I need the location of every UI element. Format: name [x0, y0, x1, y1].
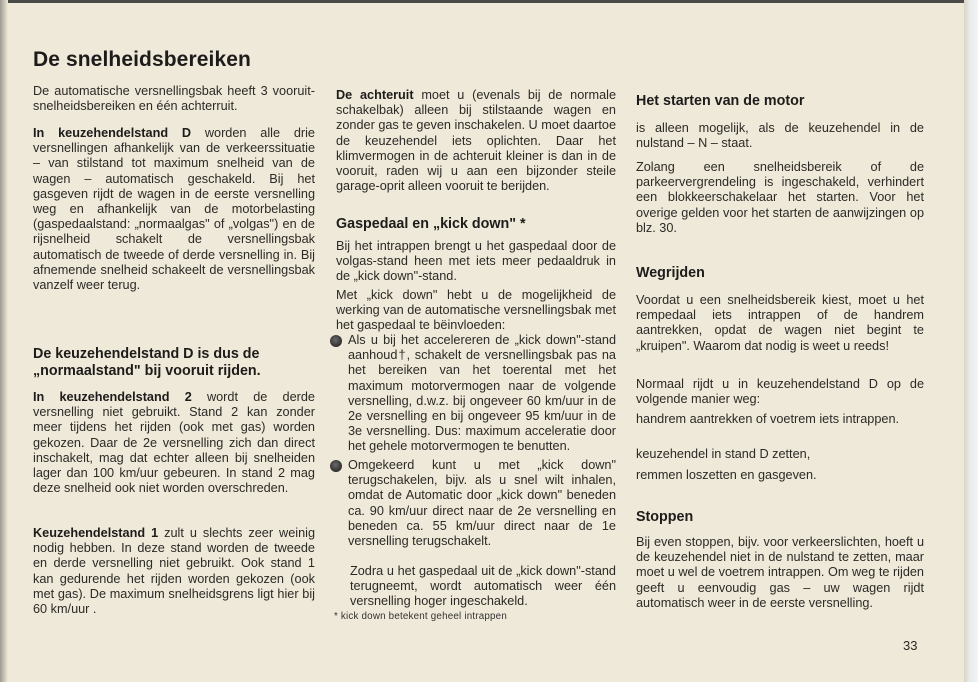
- bullet-dot-icon: [330, 460, 342, 472]
- wegrijden-step: remmen loszetten en gasgeven.: [636, 468, 817, 482]
- intro-paragraph: De automatische versnellingsbak heeft 3 vooruit-snelheidsbereiken en één achterruit.: [33, 84, 315, 114]
- heading-wegrijden: Wegrijden: [636, 265, 705, 281]
- page-edge: [964, 0, 978, 682]
- stand-1-text: zult u slechts zeer weinig nodig hebben. In deze stand worden de tweede en derde versnelling niet gebruikt. Ook stand 1 kan gedurende het rijden worden gekozen (ook met gas). De maximum snelheidsgrens ligt hier bij 60 km/uur .: [33, 526, 315, 617]
- starten-paragraph-2: Zolang een snelheidsbereik of de parkeervergrendeling is ingeschakeld, verhindert een blokkeerschakelaar het starten. Voor het overige gelden voor het starten de aanwijzingen op blz. 30.: [636, 160, 924, 235]
- kick-down-paragraph-1: Bij het intrappen brengt u het gaspedaal door de volgas-stand heen met iets meer pedaaldruk in de „kick down"-stand.: [336, 239, 616, 284]
- bullet-item: [332, 333, 616, 455]
- footnote: * kick down betekent geheel intrappen: [334, 611, 507, 622]
- kick-down-paragraph-3: Zodra u het gaspedaal uit de „kick down"-stand terugneemt, wordt automatisch weer één versnelling hoger ingeschakeld.: [350, 564, 616, 609]
- book-spine-shadow: [0, 0, 8, 682]
- stoppen-paragraph: Bij even stoppen, bijv. voor verkeerslichten, hoeft u de keuzehendel niet in de nulstand te zetten, maar moet u wel de voetrem intrappen. Om weg te rijden geeft u eenvoudig gas – uw wagen rijdt automatisch weer in de eerste versnelling.: [636, 535, 924, 610]
- stand-2-lead: In keuzehendelstand 2: [33, 390, 192, 404]
- wegrijden-step: keuzehendel in stand D zetten,: [636, 447, 811, 461]
- stand-2-text: wordt de derde versnelling niet gebruikt. Stand 2 kan zonder meer tijdens het rijden (ook met gas) worden gekozen. Daar de 2e versnelling zich dan direct inschakelt, mag dat echter alleen bij snelheiden lager dan 100 km/uur gebeuren. In stand 2 mag deze snelheid ook niet worden overschreden.: [33, 390, 315, 496]
- bullet-text: Omgekeerd kunt u met „kick down" terugschakelen, bijv. als u snel wilt inhalen, omdat de Automatic door „kick down" beneden ca. 90 km/uur direct naar de 2e versnelling en beneden ca. 55 km/uur direct naar de 1e versnelling terugschakelt.: [348, 458, 616, 549]
- stand-1-lead: Keuzehendelstand 1: [33, 526, 159, 540]
- page-title: De snelheidsbereiken: [33, 48, 251, 71]
- bullet-item: [332, 458, 616, 549]
- stand-d-paragraph: [33, 126, 315, 293]
- starten-paragraph-1: is alleen mogelijk, als de keuzehendel in de nulstand – N – staat.: [636, 121, 924, 151]
- achteruit-text: moet u (evenals bij de normale schakelbak) alleen bij stilstaande wagen en zonder gas te geven inschakelen. U moet daartoe de keuzehendel iets oplichten. Daar het klimvermogen in de achteruit kleiner is dan in de vooruit, raden wij u aan een bijzonder steile garage-oprit alleen vooruit te berijden.: [336, 88, 617, 194]
- wegrijden-paragraph-2: Normaal rijdt u in keuzehendelstand D op de volgende manier weg:: [636, 377, 924, 407]
- bullet-text: Als u bij het accelereren de „kick down"-stand aanhoud†, schakelt de versnellingsbak pas na het bereiken van het toerental met het maximum motorvermogen naar de volgende versnelling, d.w.z. bij ongeveer 60 km/uur in de 2e versnelling en bij ongeveer 95 km/uur in de 3e versnelling. Dus: maximum acceleratie door het gehele motorvermogen te benutten.: [348, 333, 616, 454]
- page-number: 33: [903, 638, 918, 653]
- heading-stoppen: Stoppen: [636, 509, 694, 525]
- wegrijden-paragraph-1: Voordat u een snelheidsbereik kiest, moet u het rempedaal iets intrappen of de handrem aantrekken, opdat de wagen niet begint te „kruipen". Waarom dat nodig is weet u reeds!: [636, 293, 924, 353]
- stand-d-lead: In keuzehendelstand D: [33, 126, 192, 140]
- bullet-dot-icon: [330, 335, 342, 347]
- stand-1-paragraph: [33, 526, 315, 617]
- wegrijden-step: handrem aantrekken of voetrem iets intrappen.: [636, 412, 900, 426]
- heading-starten: Het starten van de motor: [636, 93, 805, 109]
- kick-down-paragraph-2: Met „kick down" hebt u de mogelijkheid de werking van de automatische versnellingsbak met het gaspedaal te bëinvloeden:: [336, 288, 616, 333]
- heading-kick-down: Gaspedaal en „kick down" *: [336, 216, 526, 232]
- heading-normaalstand: De keuzehendelstand D is dus de „normaalstand" bij vooruit rijden.: [33, 346, 261, 379]
- stand-d-text: worden alle drie versnellingen afhankelijk van de verkeerssituatie – van stilstand tot maximum snelheid van de wagen – automatisch geschakeld. Bij het gasgeven rijdt de wagen in de eerste versnelling weg en afhankelijk van de motorbelasting (gaspedaalstand: „normaalgas" of „volgas") en de rijsnelheid schakelt de versnellingsbak automatisch de tweede of derde versnelling in. Bij afnemende snelheid schakeelt de versnellingsbak vanzelf weer terug.: [33, 126, 315, 293]
- achteruit-lead: De achteruit: [336, 88, 414, 102]
- achteruit-paragraph: [336, 88, 616, 194]
- stand-2-paragraph: [33, 390, 315, 496]
